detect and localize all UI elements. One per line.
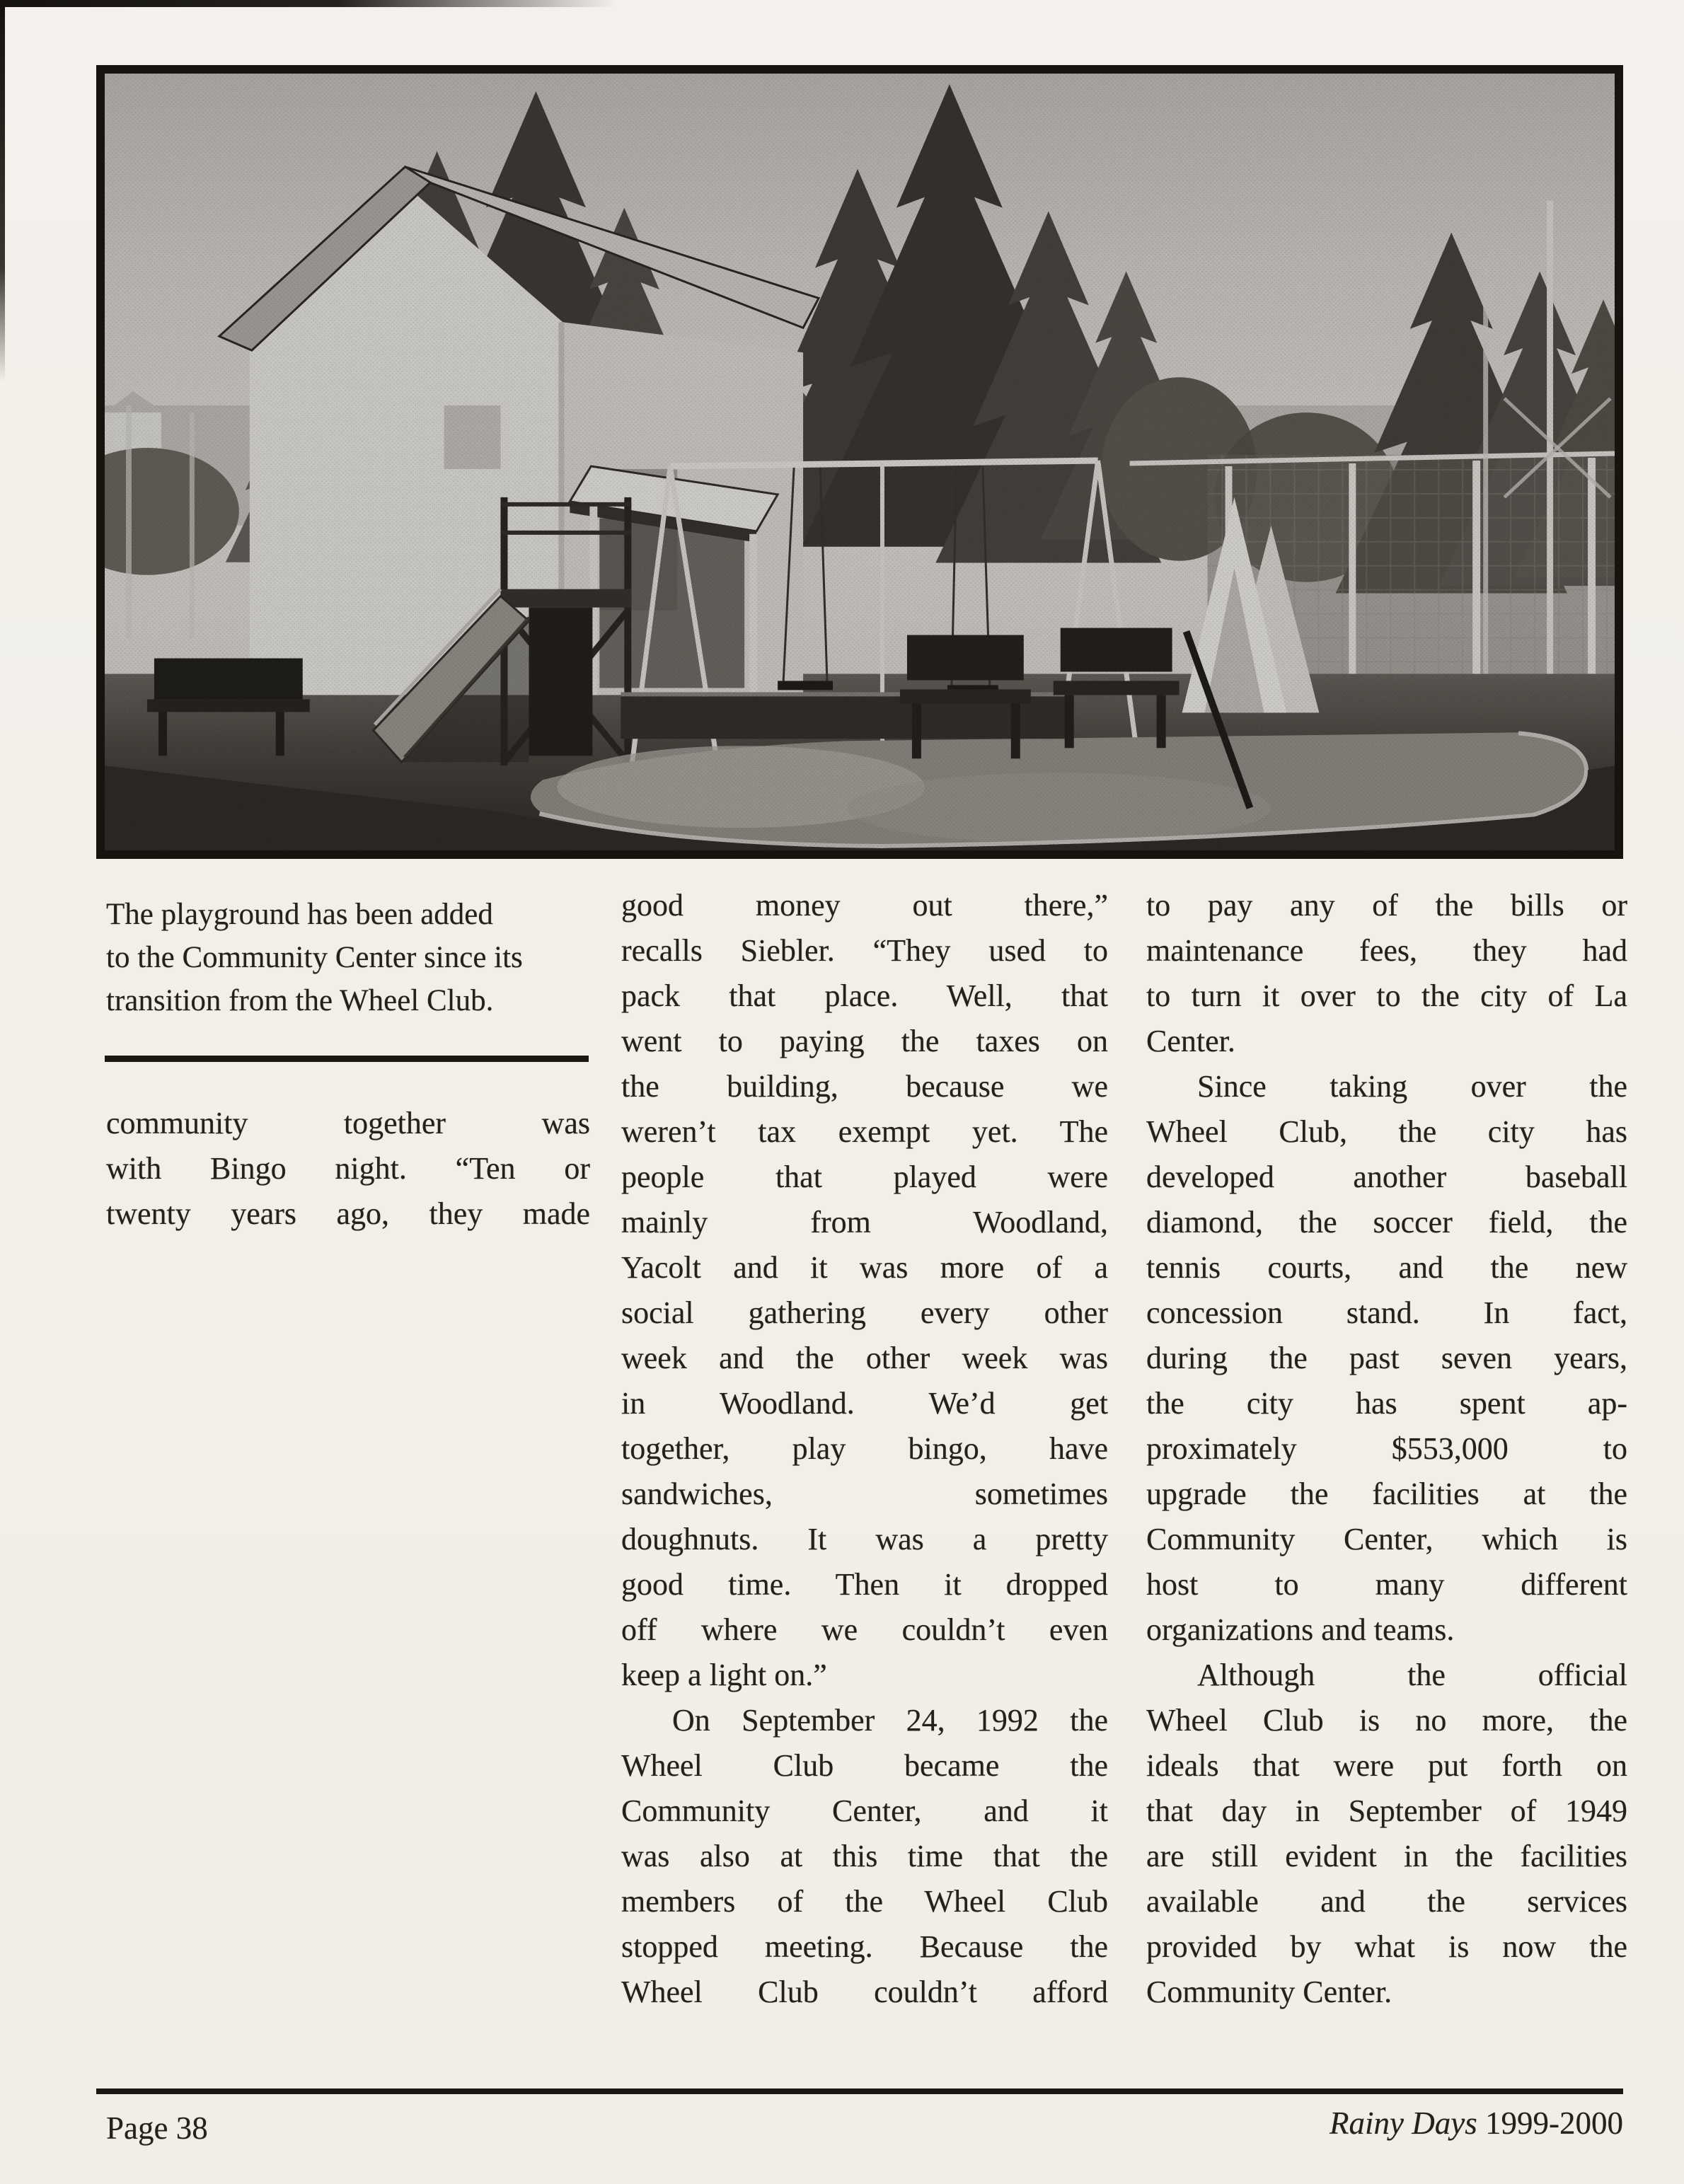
text-line: maintenance fees, they had xyxy=(1146,933,1627,968)
text-line: recalls Siebler. “They used to xyxy=(621,933,1108,968)
text-line: proximately $553,000 to xyxy=(1146,1431,1627,1466)
text-line: Wheel Club became the xyxy=(621,1748,1108,1783)
text-line: the city has spent ap- xyxy=(1146,1386,1627,1421)
footer-title-years: 1999-2000 xyxy=(1477,2105,1623,2141)
text-line: in Woodland. We’d get xyxy=(621,1386,1108,1421)
text-line: concession stand. In fact, xyxy=(1146,1295,1627,1330)
text-line: was also at this time that the xyxy=(621,1839,1108,1873)
article-column-2 xyxy=(621,883,1108,2015)
text-line: provided by what is now the xyxy=(1146,1929,1627,1964)
text-line: Yacolt and it was more of a xyxy=(621,1250,1108,1285)
text-line: keep a light on.” xyxy=(621,1658,827,1692)
text-line: members of the Wheel Club xyxy=(621,1884,1108,1919)
text-line: to the Community Center since its xyxy=(106,941,523,974)
text-line: stopped meeting. Because the xyxy=(621,1929,1108,1964)
text-line: are still evident in the facilities xyxy=(1146,1839,1627,1873)
footer-rule xyxy=(96,2088,1623,2094)
text-line: social gathering every other xyxy=(621,1295,1108,1330)
text-line: off where we couldn’t even xyxy=(621,1612,1108,1647)
text-line: organizations and teams. xyxy=(1146,1612,1455,1647)
text-line: Wheel Club is no more, the xyxy=(1146,1703,1627,1738)
article-column-1 xyxy=(106,1101,590,1237)
text-line: Since taking over the xyxy=(1197,1069,1627,1104)
text-line: The playground has been added xyxy=(106,898,493,931)
text-line: Wheel Club, the city has xyxy=(1146,1114,1627,1149)
caption-divider-rule xyxy=(105,1056,589,1062)
text-line: developed another baseball xyxy=(1146,1160,1627,1194)
text-line: week and the other week was xyxy=(621,1341,1108,1375)
text-line: tennis courts, and the new xyxy=(1146,1250,1627,1285)
scan-artifact-top xyxy=(0,0,617,7)
grain-overlay xyxy=(105,74,1615,850)
footer-title-italic: Rainy Days xyxy=(1330,2105,1477,2141)
text-line: that day in September of 1949 xyxy=(1146,1793,1627,1828)
playground-photo-art xyxy=(105,74,1615,850)
text-line: available and the services xyxy=(1146,1884,1627,1919)
text-line: with Bingo night. “Ten or xyxy=(106,1151,590,1186)
photo-caption xyxy=(106,893,596,1022)
text-line: Center. xyxy=(1146,1024,1235,1058)
text-line: mainly from Woodland, xyxy=(621,1205,1108,1240)
text-line: host to many different xyxy=(1146,1567,1627,1602)
text-line: the building, because we xyxy=(621,1069,1108,1104)
text-line: upgrade the facilities at the xyxy=(1146,1477,1627,1511)
text-line: to turn it over to the city of La xyxy=(1146,978,1627,1013)
text-line: together, play bingo, have xyxy=(621,1431,1108,1466)
text-line: good money out there,” xyxy=(621,888,1108,923)
article-column-3 xyxy=(1146,883,1627,2015)
text-line: ideals that were put forth on xyxy=(1146,1748,1627,1783)
text-line: good time. Then it dropped xyxy=(621,1567,1108,1602)
footer-page-number: Page 38 xyxy=(106,2110,208,2146)
text-line: twenty years ago, they made xyxy=(106,1196,590,1231)
text-line: transition from the Wheel Club. xyxy=(106,984,494,1017)
text-line: On September 24, 1992 the xyxy=(672,1703,1108,1738)
text-line: Community Center, which is xyxy=(1146,1522,1627,1556)
text-line: Community Center. xyxy=(1146,1975,1392,2009)
text-line: Community Center, and it xyxy=(621,1793,1108,1828)
text-line: diamond, the soccer field, the xyxy=(1146,1205,1627,1240)
text-line: Wheel Club couldn’t afford xyxy=(621,1975,1108,2009)
text-line: doughnuts. It was a pretty xyxy=(621,1522,1108,1556)
text-line: sandwiches, sometimes xyxy=(621,1477,1108,1511)
text-line: went to paying the taxes on xyxy=(621,1024,1108,1058)
scan-artifact-left xyxy=(0,0,5,382)
text-line: to pay any of the bills or xyxy=(1146,888,1627,923)
text-line: during the past seven years, xyxy=(1146,1341,1627,1375)
text-line: Although the official xyxy=(1197,1658,1627,1692)
text-line: community together was xyxy=(106,1106,590,1140)
text-line: people that played were xyxy=(621,1160,1108,1194)
footer-publication-title xyxy=(1057,2105,1623,2142)
text-line: pack that place. Well, that xyxy=(621,978,1108,1013)
playground-photo xyxy=(96,65,1623,859)
text-line: weren’t tax exempt yet. The xyxy=(621,1114,1108,1149)
